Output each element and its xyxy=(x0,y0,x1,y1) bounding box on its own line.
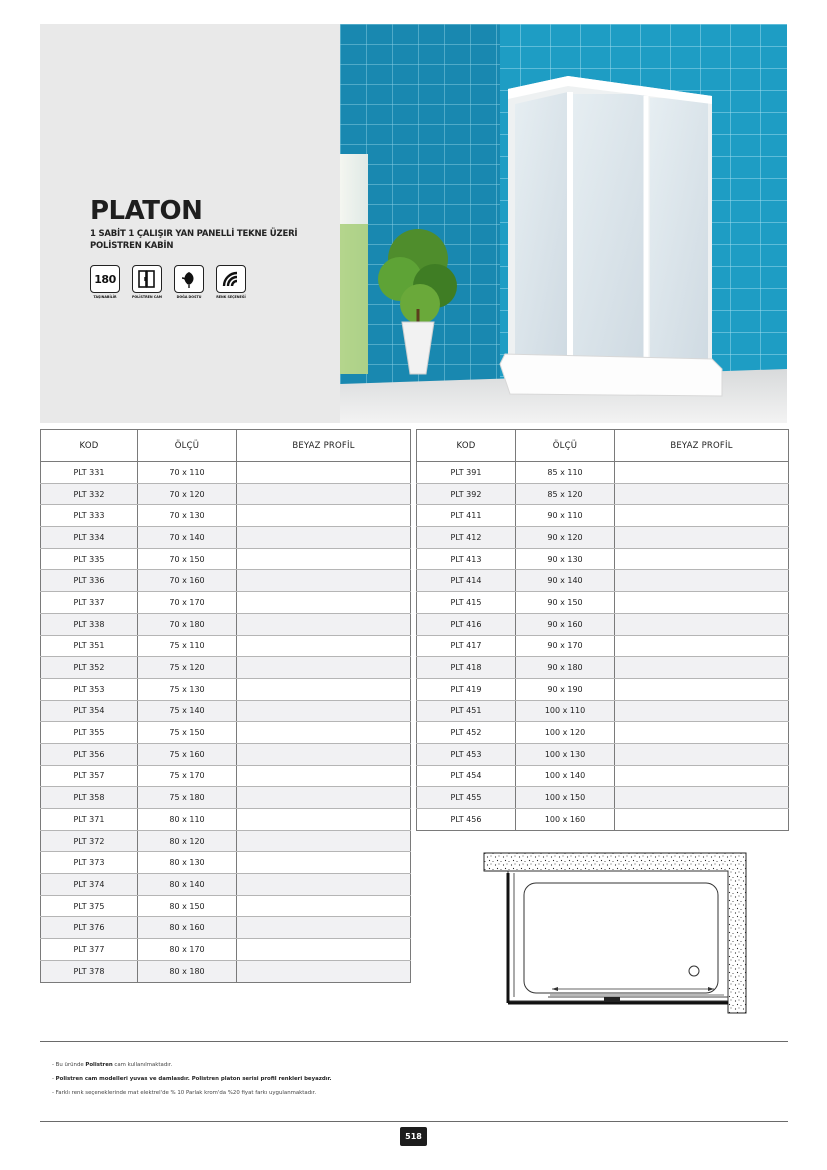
table-row xyxy=(417,613,789,635)
table-row xyxy=(41,700,411,722)
cell-code: PLT 375 xyxy=(41,895,138,917)
cell-size: 90 x 130 xyxy=(516,548,615,570)
cell-code: PLT 418 xyxy=(417,657,516,679)
cell-profile xyxy=(237,809,411,831)
cell-code: PLT 358 xyxy=(41,787,138,809)
table-row xyxy=(417,635,789,657)
cell-size: 70 x 130 xyxy=(138,505,237,527)
cell-size: 80 x 120 xyxy=(138,830,237,852)
cell-size: 70 x 120 xyxy=(138,483,237,505)
cell-size: 80 x 110 xyxy=(138,809,237,831)
cell-code: PLT 337 xyxy=(41,592,138,614)
cell-size: 75 x 140 xyxy=(138,700,237,722)
column-header-code: KOD xyxy=(417,430,516,462)
cell-profile xyxy=(615,462,789,484)
cell-code: PLT 391 xyxy=(417,462,516,484)
cell-size: 75 x 150 xyxy=(138,722,237,744)
cell-size: 80 x 180 xyxy=(138,960,237,982)
cell-code: PLT 334 xyxy=(41,527,138,549)
cell-code: PLT 451 xyxy=(417,700,516,722)
table-row xyxy=(41,895,411,917)
cell-size: 75 x 180 xyxy=(138,787,237,809)
cell-size: 70 x 180 xyxy=(138,613,237,635)
cell-code: PLT 377 xyxy=(41,939,138,961)
table-row xyxy=(41,722,411,744)
cell-code: PLT 416 xyxy=(417,613,516,635)
cell-profile xyxy=(237,483,411,505)
cell-code: PLT 376 xyxy=(41,917,138,939)
product-title: PLATON xyxy=(90,196,203,226)
feature-glass xyxy=(130,265,164,299)
table-row xyxy=(417,765,789,787)
cell-profile xyxy=(237,548,411,570)
table-row xyxy=(417,809,789,831)
cell-code: PLT 413 xyxy=(417,548,516,570)
feature-caption: DOĞA DOSTU xyxy=(176,295,202,299)
cell-code: PLT 351 xyxy=(41,635,138,657)
cell-code: PLT 354 xyxy=(41,700,138,722)
cell-profile xyxy=(237,462,411,484)
size-table-right xyxy=(416,429,789,831)
cell-size: 70 x 160 xyxy=(138,570,237,592)
note-2: - Polistren cam modelleri yuvas ve damlasdır. Polistren platon serisi profil renkleri beyazdır. xyxy=(52,1076,332,1082)
table-row xyxy=(41,505,411,527)
divider-top xyxy=(40,1041,788,1042)
note-1: - Bu üründe Polistren cam kullanılmaktadır. xyxy=(52,1062,173,1068)
cell-code: PLT 455 xyxy=(417,787,516,809)
rainbow-color-icon xyxy=(216,265,246,293)
cell-code: PLT 373 xyxy=(41,852,138,874)
cell-profile xyxy=(237,570,411,592)
cell-size: 90 x 170 xyxy=(516,635,615,657)
table-header-row xyxy=(41,430,411,462)
cell-code: PLT 357 xyxy=(41,765,138,787)
divider-bottom xyxy=(40,1121,788,1122)
cell-size: 75 x 120 xyxy=(138,657,237,679)
cell-size: 90 x 140 xyxy=(516,570,615,592)
size-table-left xyxy=(40,429,411,983)
column-header-code: KOD xyxy=(41,430,138,462)
cell-code: PLT 374 xyxy=(41,874,138,896)
cell-profile xyxy=(615,809,789,831)
table-row xyxy=(417,483,789,505)
cell-size: 85 x 120 xyxy=(516,483,615,505)
table-row xyxy=(417,592,789,614)
column-header-size: ÖLÇÜ xyxy=(138,430,237,462)
cell-profile xyxy=(237,635,411,657)
cell-code: PLT 372 xyxy=(41,830,138,852)
cell-profile xyxy=(615,548,789,570)
cell-profile xyxy=(615,722,789,744)
cell-size: 75 x 160 xyxy=(138,743,237,765)
cell-code: PLT 453 xyxy=(417,743,516,765)
cell-size: 100 x 150 xyxy=(516,787,615,809)
shower-cabin-photo xyxy=(340,24,787,423)
cell-profile xyxy=(237,765,411,787)
cell-size: 80 x 140 xyxy=(138,874,237,896)
cell-profile xyxy=(615,592,789,614)
table-row xyxy=(417,527,789,549)
column-header-size: ÖLÇÜ xyxy=(516,430,615,462)
cell-profile xyxy=(615,483,789,505)
cell-profile xyxy=(237,527,411,549)
table-header-row xyxy=(417,430,789,462)
note-3: - Farklı renk seçeneklerinde mat elektrel'de % 10 Parlak krom'da %20 fiyat farkı uygulanmaktadır. xyxy=(52,1090,317,1096)
cell-profile xyxy=(237,830,411,852)
cell-profile xyxy=(615,657,789,679)
cell-profile xyxy=(615,743,789,765)
feature-color xyxy=(214,265,248,299)
table-row xyxy=(41,787,411,809)
cell-size: 90 x 110 xyxy=(516,505,615,527)
cell-size: 100 x 160 xyxy=(516,809,615,831)
top-view-drawing xyxy=(478,847,750,1015)
cell-profile xyxy=(237,787,411,809)
cell-code: PLT 352 xyxy=(41,657,138,679)
cell-size: 100 x 110 xyxy=(516,700,615,722)
cell-code: PLT 371 xyxy=(41,809,138,831)
cell-size: 100 x 140 xyxy=(516,765,615,787)
cell-code: PLT 338 xyxy=(41,613,138,635)
cell-profile xyxy=(615,570,789,592)
cell-code: PLT 331 xyxy=(41,462,138,484)
cell-size: 85 x 110 xyxy=(516,462,615,484)
cell-size: 80 x 160 xyxy=(138,917,237,939)
table-row xyxy=(41,462,411,484)
cell-size: 75 x 110 xyxy=(138,635,237,657)
door-panel-icon xyxy=(132,265,162,293)
cell-profile xyxy=(237,917,411,939)
subtitle-line-1: 1 SABİT 1 ÇALIŞIR YAN PANELLİ TEKNE ÜZERİ xyxy=(90,229,298,239)
cell-profile xyxy=(237,895,411,917)
table-row xyxy=(417,548,789,570)
notes xyxy=(52,1058,332,1100)
table-row xyxy=(41,743,411,765)
table-row xyxy=(41,657,411,679)
cell-size: 80 x 130 xyxy=(138,852,237,874)
cell-code: PLT 392 xyxy=(417,483,516,505)
cell-size: 75 x 130 xyxy=(138,678,237,700)
180-degree-icon xyxy=(90,265,120,293)
cell-profile xyxy=(237,678,411,700)
table-row xyxy=(41,960,411,982)
table-row xyxy=(41,592,411,614)
cell-code: PLT 415 xyxy=(417,592,516,614)
cell-profile xyxy=(237,722,411,744)
table-row xyxy=(41,852,411,874)
feature-caption: POLİSTREN CAM xyxy=(131,295,163,299)
cell-code: PLT 454 xyxy=(417,765,516,787)
cell-code: PLT 355 xyxy=(41,722,138,744)
table-row xyxy=(41,548,411,570)
cell-code: PLT 411 xyxy=(417,505,516,527)
product-subtitle xyxy=(90,228,320,252)
column-header-profile: BEYAZ PROFİL xyxy=(237,430,411,462)
cell-size: 70 x 110 xyxy=(138,462,237,484)
cell-code: PLT 419 xyxy=(417,678,516,700)
cell-profile xyxy=(615,787,789,809)
cell-size: 90 x 190 xyxy=(516,678,615,700)
cell-size: 90 x 160 xyxy=(516,613,615,635)
cell-code: PLT 353 xyxy=(41,678,138,700)
cell-code: PLT 336 xyxy=(41,570,138,592)
cell-code: PLT 417 xyxy=(417,635,516,657)
table-row xyxy=(41,809,411,831)
cell-code: PLT 356 xyxy=(41,743,138,765)
cell-size: 70 x 150 xyxy=(138,548,237,570)
cell-size: 100 x 120 xyxy=(516,722,615,744)
cell-size: 70 x 140 xyxy=(138,527,237,549)
cell-size: 70 x 170 xyxy=(138,592,237,614)
feature-badge: 180 xyxy=(94,272,116,286)
table-row xyxy=(41,570,411,592)
cell-profile xyxy=(615,613,789,635)
cell-size: 100 x 130 xyxy=(516,743,615,765)
table-row xyxy=(417,722,789,744)
cell-size: 90 x 120 xyxy=(516,527,615,549)
leaf-eco-icon xyxy=(174,265,204,293)
feature-eco xyxy=(172,265,206,299)
table-row xyxy=(417,657,789,679)
cell-code: PLT 333 xyxy=(41,505,138,527)
cell-profile xyxy=(237,505,411,527)
cell-profile xyxy=(615,635,789,657)
cell-code: PLT 456 xyxy=(417,809,516,831)
page-number: 518 xyxy=(400,1127,427,1146)
table-row xyxy=(41,830,411,852)
table-row xyxy=(417,505,789,527)
cell-code: PLT 335 xyxy=(41,548,138,570)
table-row xyxy=(41,635,411,657)
table-row xyxy=(417,570,789,592)
cell-profile xyxy=(237,960,411,982)
cell-size: 90 x 180 xyxy=(516,657,615,679)
table-row xyxy=(41,613,411,635)
table-row xyxy=(41,678,411,700)
cell-code: PLT 332 xyxy=(41,483,138,505)
table-row xyxy=(41,527,411,549)
feature-180 xyxy=(88,265,122,299)
cell-profile xyxy=(237,613,411,635)
table-row xyxy=(41,765,411,787)
cell-size: 90 x 150 xyxy=(516,592,615,614)
feature-caption: RENK SEÇENEĞİ xyxy=(216,295,246,299)
feature-icons xyxy=(88,265,248,299)
cell-code: PLT 412 xyxy=(417,527,516,549)
cell-profile xyxy=(237,592,411,614)
table-row xyxy=(41,917,411,939)
table-row xyxy=(417,700,789,722)
cell-profile xyxy=(237,657,411,679)
cell-size: 75 x 170 xyxy=(138,765,237,787)
feature-caption: TAŞINABİLİR xyxy=(93,295,117,299)
cell-size: 80 x 150 xyxy=(138,895,237,917)
cell-code: PLT 414 xyxy=(417,570,516,592)
cell-profile xyxy=(615,765,789,787)
table-row xyxy=(417,787,789,809)
table-row xyxy=(417,743,789,765)
column-header-profile: BEYAZ PROFİL xyxy=(615,430,789,462)
cell-profile xyxy=(237,939,411,961)
cell-profile xyxy=(615,700,789,722)
cell-profile xyxy=(615,505,789,527)
table-row xyxy=(41,483,411,505)
cell-code: PLT 452 xyxy=(417,722,516,744)
cell-profile xyxy=(615,678,789,700)
cell-profile xyxy=(237,874,411,896)
cell-profile xyxy=(615,527,789,549)
cell-code: PLT 378 xyxy=(41,960,138,982)
subtitle-line-2: POLİSTREN KABİN xyxy=(90,241,174,251)
table-row xyxy=(417,678,789,700)
cell-profile xyxy=(237,743,411,765)
cell-profile xyxy=(237,852,411,874)
table-row xyxy=(41,939,411,961)
table-row xyxy=(417,462,789,484)
cell-profile xyxy=(237,700,411,722)
cell-size: 80 x 170 xyxy=(138,939,237,961)
table-row xyxy=(41,874,411,896)
